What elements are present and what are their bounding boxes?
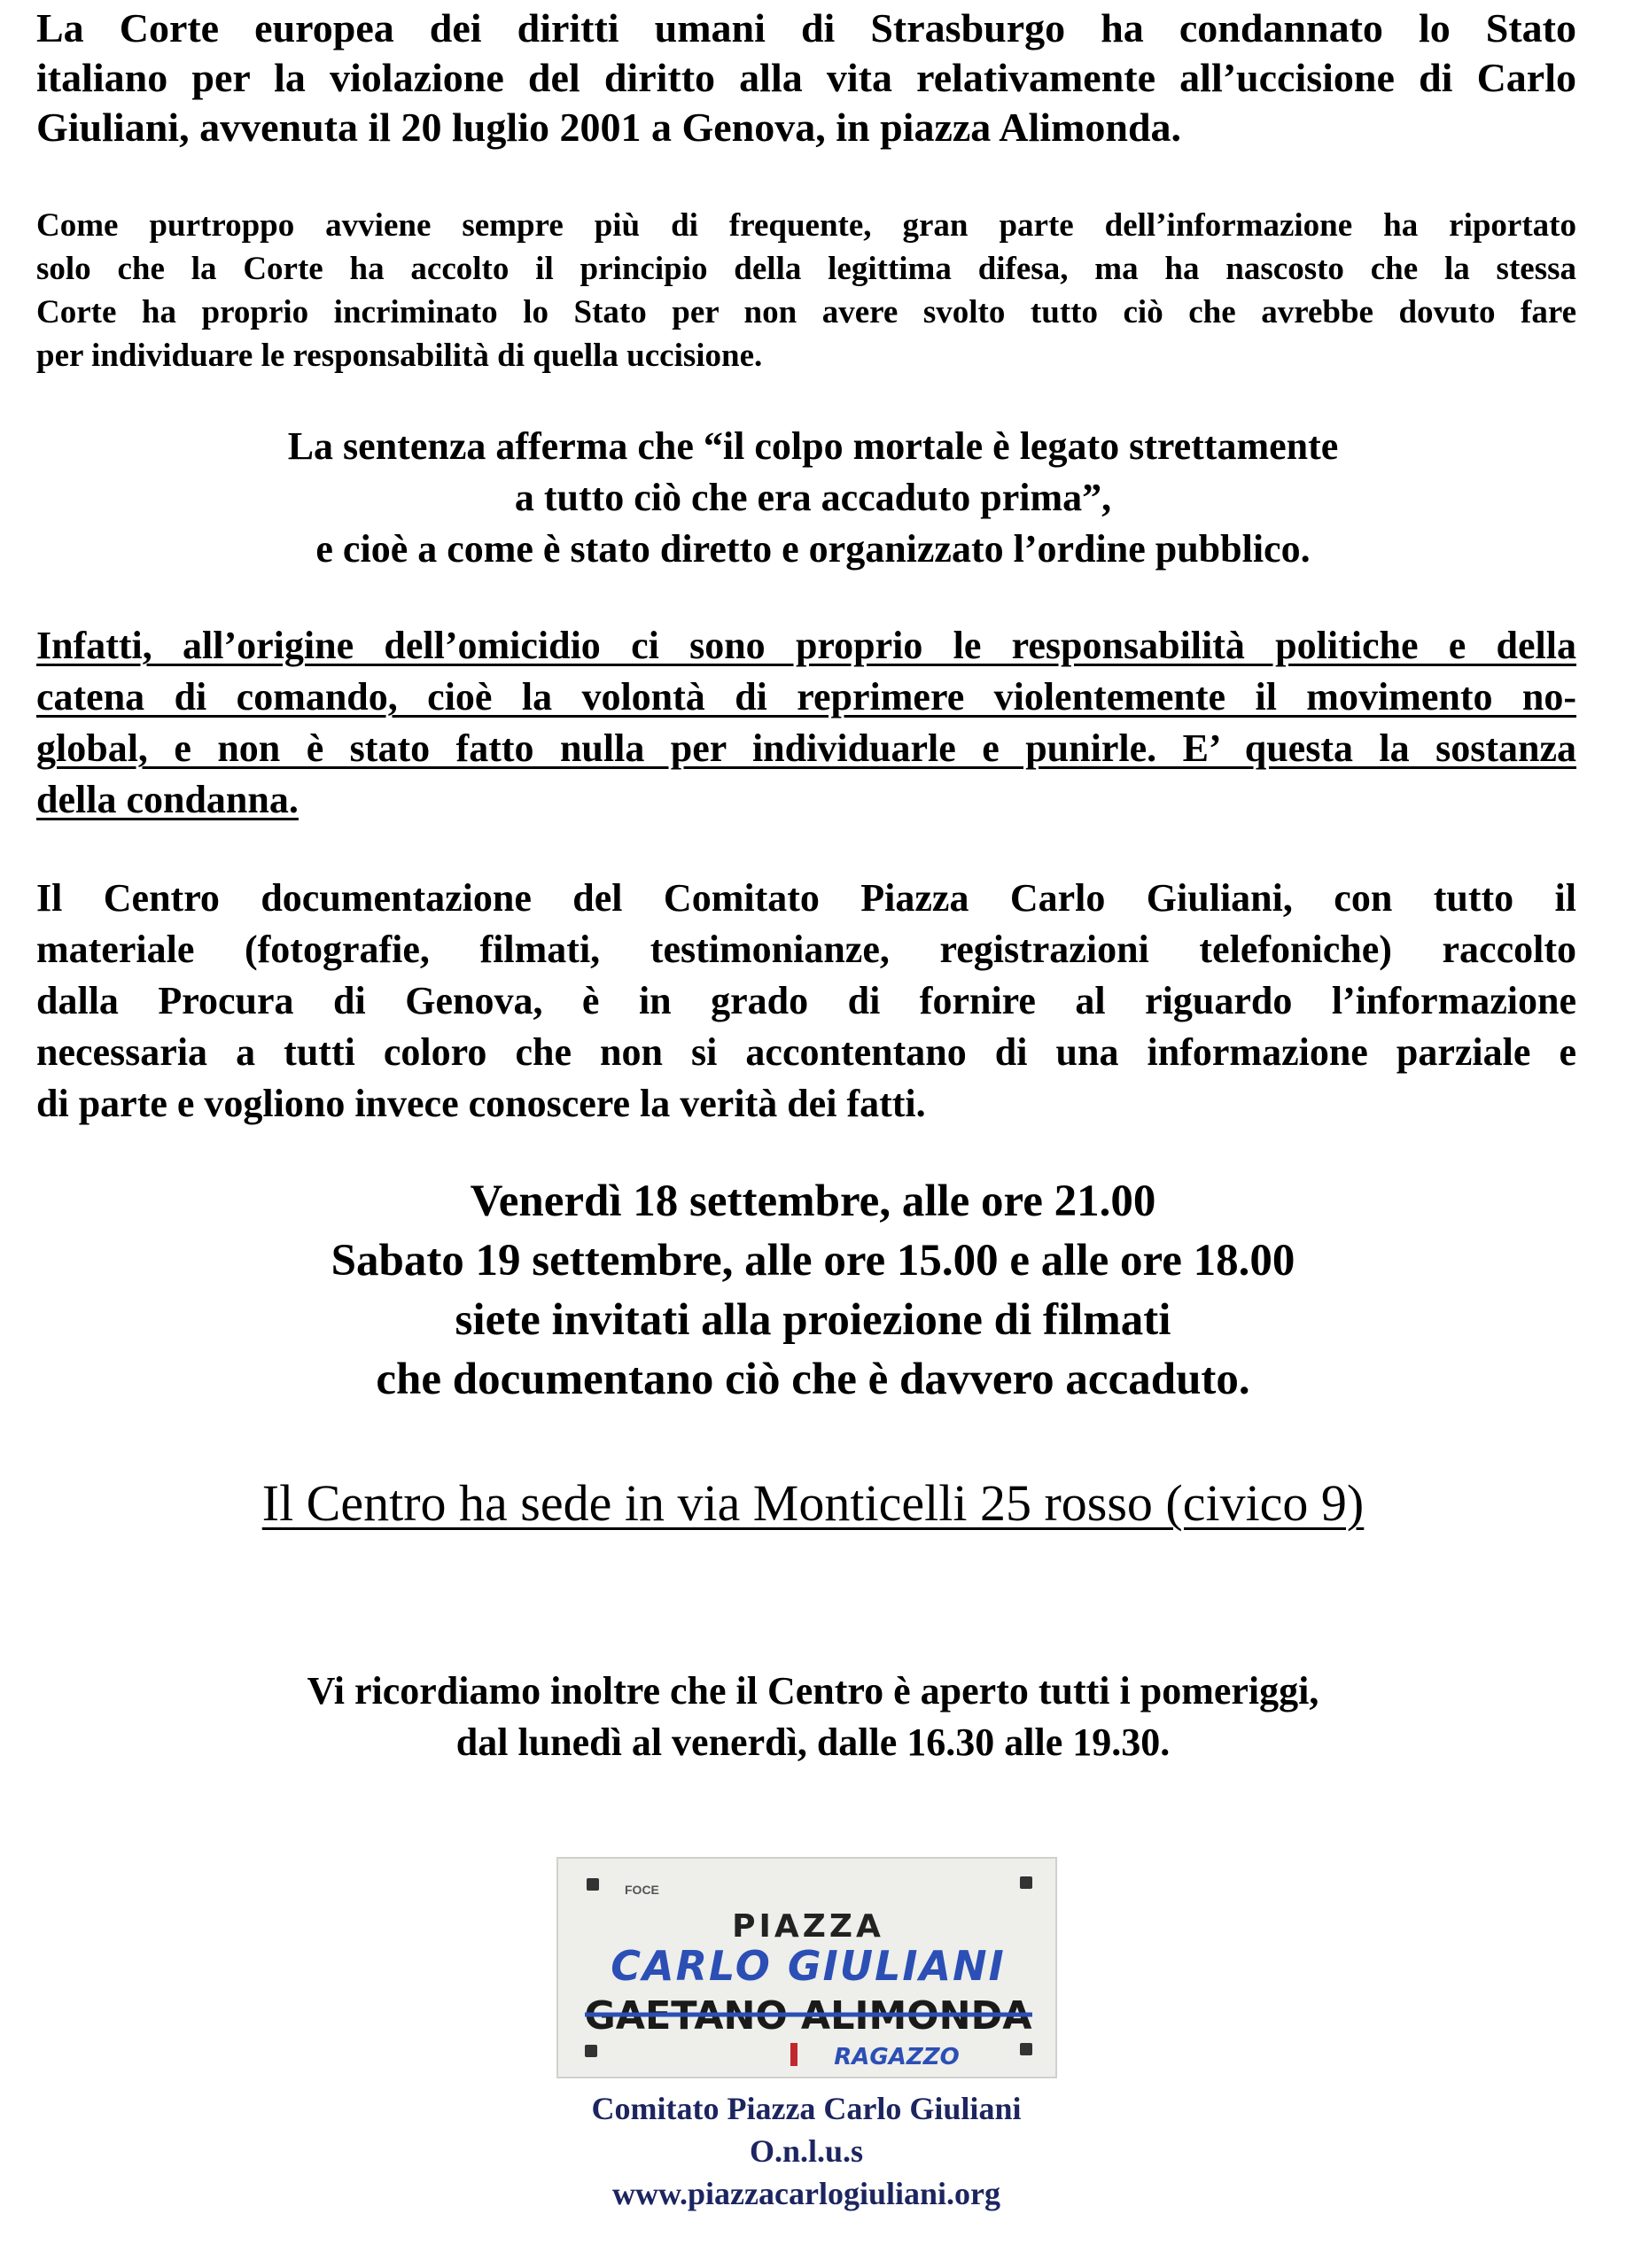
text-line: materiale (fotografie, filmati, testimonianze, registrazioni telefoniche) raccolto (36, 928, 1576, 971)
text-line: della condanna. (36, 778, 299, 821)
intro-paragraph (36, 4, 1576, 152)
text-line: Corte ha proprio incriminato lo Stato per non avere svolto tutto ciò che avrebbe dovuto fare (36, 294, 1576, 330)
sentence-quote (0, 421, 1626, 575)
organization-website: www.piazzacarlogiuliani.org (612, 2176, 1000, 2211)
documentation-paragraph (36, 873, 1576, 1130)
screening-schedule (0, 1172, 1626, 1410)
schedule-line: Venerdì 18 settembre, alle ore 21.00 (470, 1177, 1156, 1226)
plaque-small-label: FOCE (625, 1883, 659, 1897)
plaque-lettering (558, 1859, 1059, 2080)
address-text: Il Centro ha sede in via Monticelli 25 rosso (civico 9) (261, 1474, 1365, 1532)
text-line: di parte e vogliono invece conoscere la verità dei fatti. (36, 1082, 926, 1125)
information-paragraph (36, 204, 1576, 377)
red-mark-icon (790, 2043, 797, 2066)
schedule-line: Sabato 19 settembre, alle ore 15.00 e alle ore 18.00 (331, 1236, 1295, 1285)
schedule-line: siete invitati alla proiezione di filmati (455, 1295, 1171, 1345)
struck-name: GAETANO ALIMONDA (584, 1993, 1032, 2039)
opening-hours (0, 1666, 1626, 1768)
text-line: Come purtroppo avviene sempre più di frequente, gran parte dell’informazione ha riportato (36, 207, 1576, 244)
text-line: dalla Procura di Genova, è in grado di fornire al riguardo l’informazione (36, 979, 1576, 1022)
text-line: per individuare le responsabilità di quella uccisione. (36, 338, 763, 374)
text-line: necessaria a tutti coloro che non si accontentano di una informazione parziale e (36, 1030, 1576, 1074)
hours-line: Vi ricordiamo inoltre che il Centro è aperto tutti i pomeriggi, (307, 1669, 1319, 1713)
text-line: a tutto ciò che era accaduto prima”, (514, 476, 1112, 519)
organization-block (514, 2087, 1099, 2215)
text-line: Infatti, all’origine dell’omicidio ci sono proprio le responsabilità politiche e della (36, 624, 1576, 667)
street-plaque-logo (556, 1857, 1057, 2078)
hours-line: dal lunedì al venerdì, dalle 16.30 alle 19.30. (455, 1720, 1171, 1764)
text-line: Il Centro documentazione del Comitato Piazza Carlo Giuliani, con tutto il (36, 876, 1576, 920)
schedule-line: che documentano ciò che è davvero accaduto. (376, 1355, 1250, 1404)
center-address (0, 1472, 1626, 1534)
text-line: e cioè a come è stato diretto e organizzato l’ordine pubblico. (315, 527, 1311, 571)
text-line: italiano per la violazione del diritto alla vita relativamente all’uccisione di Carlo (36, 55, 1576, 100)
underlined-paragraph (36, 620, 1576, 826)
plaque-top-word: PIAZZA (732, 1908, 884, 1945)
text-line: solo che la Corte ha accolto il principio della legittima difesa, ma ha nascosto che la stessa (36, 251, 1576, 287)
organization-type: O.n.l.u.s (749, 2133, 864, 2169)
text-line: catena di comando, cioè la volontà di reprimere violentemente il movimento no- (36, 675, 1576, 718)
organization-name: Comitato Piazza Carlo Giuliani (591, 2091, 1022, 2126)
handwritten-name: CARLO GIULIANI (611, 1942, 1006, 1990)
text-line: Giuliani, avvenuta il 20 luglio 2001 a Genova, in piazza Alimonda. (36, 105, 1182, 150)
text-line: La sentenza afferma che “il colpo mortale è legato strettamente (287, 424, 1339, 468)
text-line: global, e non è stato fatto nulla per individuarle e punirle. E’ questa la sostanza (36, 726, 1576, 770)
text-line: La Corte europea dei diritti umani di Strasburgo ha condannato lo Stato (36, 5, 1576, 50)
handwritten-small: RAGAZZO (834, 2044, 960, 2070)
